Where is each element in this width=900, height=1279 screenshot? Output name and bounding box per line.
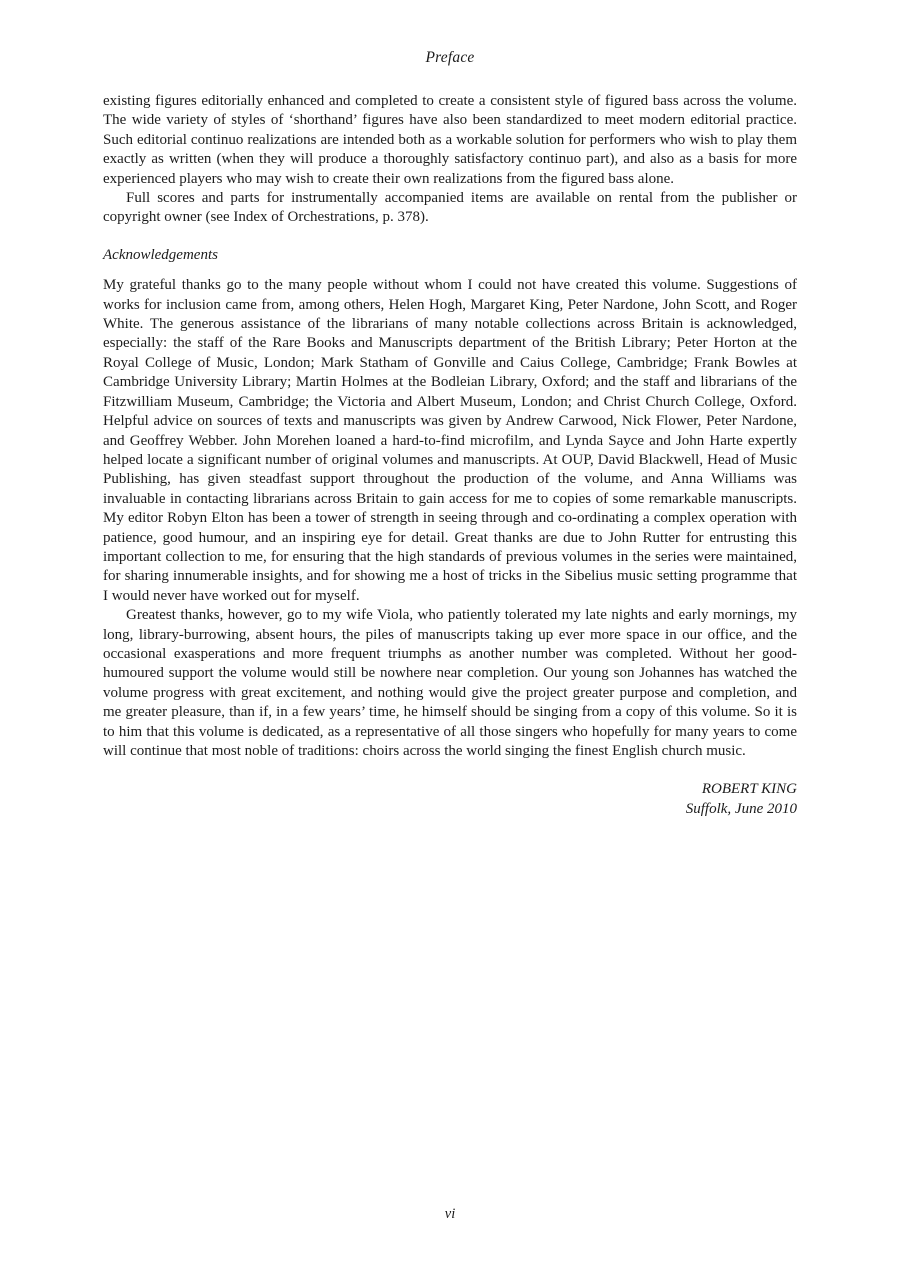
signature-block — [103, 780, 797, 819]
page-number: vi — [444, 1206, 456, 1222]
paragraph-rental: Full scores and parts for instrumentally accompanied items are available on rental from the publisher or copyright owner (see Index of Orchestrations, p. 378). — [103, 190, 797, 226]
section-heading-acknowledgements: Acknowledgements — [103, 246, 218, 263]
body-text — [103, 92, 797, 819]
paragraph-continuo: existing figures editorially enhanced and completed to create a consistent style of figured bass across the volume. The wide variety of styles of ‘shorthand’ figures have also been standardized to meet modern editorial practice. Such editorial continuo realizations are intended both as a workable solution for performers who wish to play them exactly as written (when they will produce a thoroughly satisfactory continuo part), and also as a basis for more experienced players who may wish to create their own realizations from the figured bass alone. — [103, 93, 797, 187]
signature-name: ROBERT KING — [701, 781, 797, 798]
paragraph-thanks: My grateful thanks go to the many people without whom I could not have created this volume. Suggestions of works for inclusion came from, among others, Helen Hogh, Margaret King, Peter Nardone, John Scott, and Roger White. The generous assistance of the librarians of many notable collections across Britain is acknowledged, especially: the staff of the Rare Books and Manuscripts department of the British Library; Peter Horton at the Royal College of Music, London; Mark Statham of Gonville and Caius College, Cambridge; Frank Bowles at Cambridge University Library; Martin Holmes at the Bodleian Library, Oxford; and the staff and librarians of the Fitzwilliam Museum, Cambridge; the Victoria and Albert Museum, London; and Christ Church College, Oxford. Helpful advice on sources of texts and manuscripts was given by Andrew Carwood, Nick Flower, Peter Nardone, and Geoffrey Webber. John Morehen loaned a hard-to-find microfilm, and Lynda Sayce and John Harte expertly helped locate a significant number of original volumes and manuscripts. At OUP, David Blackwell, Head of Music Publishing, has given steadfast support throughout the production of the volume, and Anna Williams was invaluable in contacting librarians across Britain to gain access for me to copies of some remarkable manuscripts. My editor Robyn Elton has been a tower of strength in seeing through and co-ordinating a complex operation with patience, good humour, and an inspiring eye for detail. Great thanks are due to John Rutter for entrusting this important collection to me, for ensuring that the high standards of previous volumes in the series were maintained, for sharing innumerable insights, and for showing me a host of tricks in the Sibelius music setting programme that I would never have worked out for myself. — [103, 277, 797, 604]
running-head: Preface — [425, 49, 475, 66]
signature-place: Suffolk, June 2010 — [685, 800, 797, 817]
paragraph-family: Greatest thanks, however, go to my wife Viola, who patiently tolerated my late nights and early mornings, my long, library-burrowing, absent hours, the piles of manuscripts taking up ever more space in our office, and the occasional exasperations and more frequent triumphs as another number was completed. Without her good-humoured support the volume would still be nowhere near completion. Our young son Johannes has watched the volume progress with great excitement, and nothing would give the project greater purpose and completion, and me greater pleasure, than if, in a few years’ time, he himself should be singing from a copy of this volume. So it is to him that this volume is dedicated, as a representative of all those singers who hopefully for many years to come will continue that most noble of traditions: choirs across the world singing the finest English church music. — [103, 607, 797, 759]
